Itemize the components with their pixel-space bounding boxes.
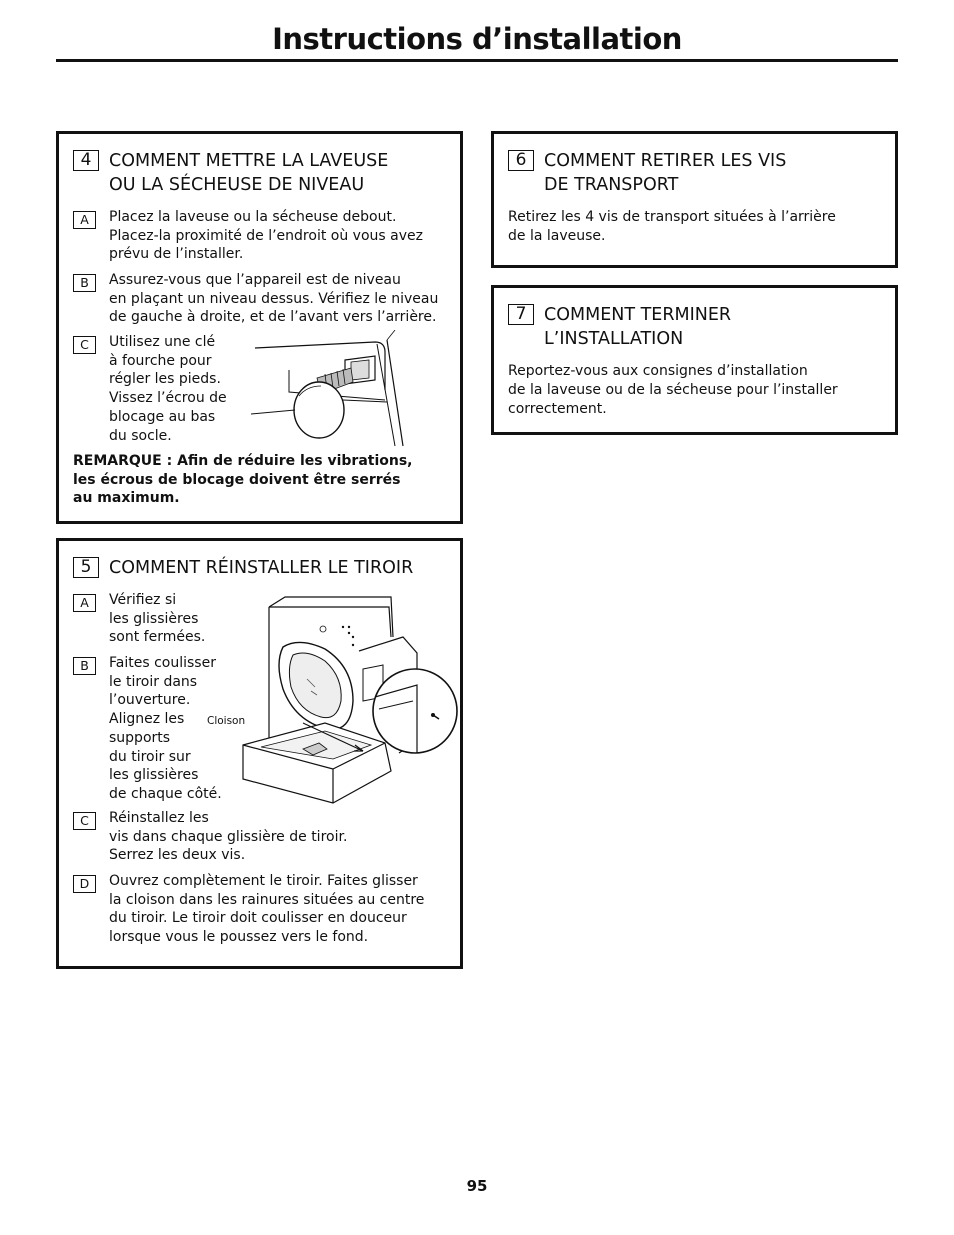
step-text: Réinstallez les vis dans chaque glissière de tiroir. Serrez les deux vis.	[109, 810, 348, 864]
section-7-text: Reportez-vous aux consignes d’installation de la laveuse ou de la sécheuse pour l’installer correctement.	[508, 363, 838, 417]
section-6-box	[491, 131, 898, 268]
section-4-title: COMMENT METTRE LA LAVEUSE OU LA SÉCHEUSE DE NIVEAU	[109, 151, 389, 195]
step-letter: C	[73, 812, 96, 830]
cloison-label: Cloison	[207, 715, 246, 727]
section-7-number: 7	[508, 304, 534, 325]
section-6-text: Retirez les 4 vis de transport situées à l’arrière de la laveuse.	[508, 209, 836, 244]
step-letter: A	[73, 211, 96, 229]
section-5-title: COMMENT RÉINSTALLER LE TIROIR	[109, 558, 414, 578]
step-text: Faites coulisser le tiroir dans l’ouverture. Alignez les supports du tiroir sur les glissières de chaque côté.	[109, 655, 222, 802]
section-7-box	[491, 285, 898, 435]
page-number: 95	[466, 1177, 488, 1195]
section-6-number: 6	[508, 150, 534, 171]
section-5-number: 5	[73, 557, 99, 578]
section-6-title: COMMENT RETIRER LES VIS DE TRANSPORT	[544, 151, 787, 195]
step-text: Ouvrez complètement le tiroir. Faites glisser la cloison dans les rainures situées au centre du tiroir. Le tiroir doit coulisser en douceur lorsque vous le poussez vers le fond.	[109, 873, 425, 946]
step-text: Utilisez une clé à fourche pour régler les pieds. Vissez l’écrou de blocage au bas du socle.	[109, 334, 227, 444]
section-4-number: 4	[73, 150, 99, 171]
section-5-box	[56, 538, 463, 969]
step-letter: D	[73, 875, 96, 893]
step-letter: B	[73, 657, 96, 675]
step-letter: B	[73, 274, 96, 292]
section-7-title: COMMENT TERMINER L’INSTALLATION	[544, 305, 732, 349]
step-text: Assurez-vous que l’appareil est de niveau en plaçant un niveau dessus. Vérifiez le niveau de gauche à droite, et de l’avant vers l’arrière.	[109, 272, 439, 326]
title-divider	[56, 59, 898, 62]
drawer-reinstall-illustration	[203, 593, 459, 821]
step-text: Placez la laveuse ou la sécheuse debout. Placez-la proximité de l’endroit où vous avez prévu de l’installer.	[109, 209, 423, 263]
leveling-foot-illustration	[247, 330, 457, 448]
step-letter: A	[73, 594, 96, 612]
step-text: Vérifiez si les glissières sont fermées.	[109, 592, 206, 646]
section-4-note: REMARQUE : Afin de réduire les vibrations, les écrous de blocage doivent être serrés au maximum.	[73, 453, 413, 507]
page-title: Instructions d’installation	[272, 22, 682, 56]
section-4-box	[56, 131, 463, 524]
step-letter: C	[73, 336, 96, 354]
